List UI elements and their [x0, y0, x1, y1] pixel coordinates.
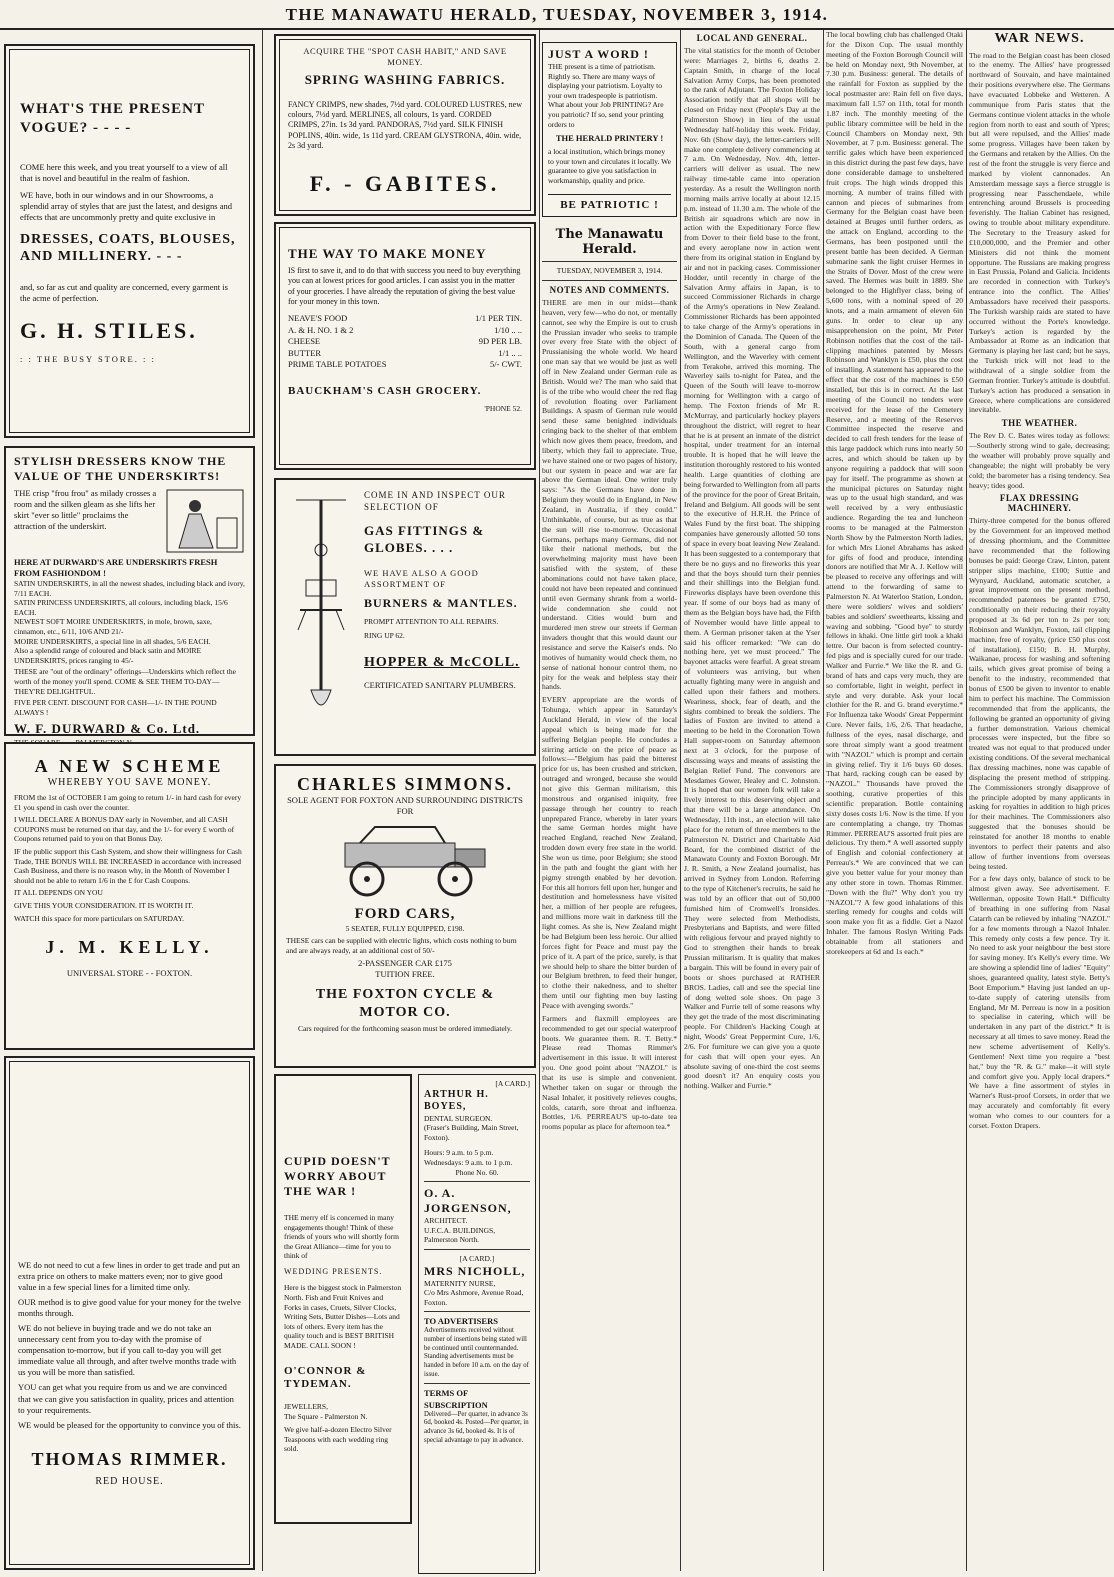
price-list: [288, 313, 522, 370]
local-general-title: LOCAL AND GENERAL.: [696, 33, 808, 43]
cupid-trade: JEWELLERS,: [284, 1402, 328, 1412]
lady-illustration: [165, 488, 245, 554]
war-news-title: WAR NEWS.: [994, 31, 1085, 46]
kelly-subtitle: WHEREBY YOU SAVE MONEY.: [47, 777, 212, 788]
column-4: [684, 30, 820, 1571]
column-5: [826, 30, 963, 1571]
bauckham-title: THE WAY TO MAKE MONEY: [288, 246, 487, 261]
column-2: [274, 30, 536, 1571]
bauckham-name: BAUCKHAM'S CASH GROCERY.: [288, 384, 482, 397]
jorgenson-address: U.F.C.A. BUILDINGS, Palmerston North.: [424, 1225, 496, 1245]
hopper-goods2: BURNERS & MANTLES.: [364, 595, 518, 610]
paper-date: TUESDAY, NOVEMBER 3, 1914.: [556, 266, 663, 276]
simmons-title: CHARLES SIMMONS.: [296, 774, 514, 794]
stiles-goods: DRESSES, COATS, BLOUSES, AND MILLINERY. - - -: [20, 231, 236, 265]
kelly-title: A NEW SCHEME: [34, 756, 225, 776]
nicholl-title: MATERNITY NURSE,: [424, 1278, 496, 1288]
stiles-advert: [4, 44, 255, 438]
price-value: 5/- CWT.: [490, 359, 522, 370]
rimmer-name: THOMAS RIMMER.: [31, 1448, 228, 1469]
stiles-body: WE have, both in our windows and in our Showrooms, a splendid array of styles that are just the latest, and designs and effects that are uncommonly pretty and quite exclusive in: [20, 189, 232, 222]
flax-title: FLAX DRESSING MACHINERY.: [999, 493, 1080, 514]
durward-line6: THESE are "out of the ordinary" offerings—Underskirts which reflect the worth of the money you'll spend. COME & SEE THEM TO-DAY—THEY'RE DELIGHTFUL.: [14, 667, 236, 696]
herald-printery: THE HERALD PRINTERY !: [555, 133, 664, 144]
durward-advert: [4, 446, 255, 736]
durward-name: W. F. DURWARD & Co. Ltd.: [14, 721, 201, 737]
subscription-body: Delivered—Per quarter, in advance 3s 6d, booked 4s. Posted—Per quarter, in advance 3s 6d, booked 4s. It is of special advantage to pay in advance.: [424, 1410, 529, 1444]
notes-title: NOTES AND COMMENTS.: [549, 284, 670, 295]
cupid-title: CUPID DOESN'T WORRY ABOUT THE WAR !: [284, 1154, 391, 1198]
simmons-product: FORD CARS,: [354, 905, 456, 922]
cupid-body: THE merry elf is concerned in many engagements though! Think of these friends of yours who will shortly form the Great Alliance—time for you to think of: [284, 1213, 399, 1261]
boyes-hours: Hours: 9 a.m. to 5 p.m. Wednesdays: 9 a.m. to 1 p.m.: [424, 1148, 513, 1167]
cards-block: [418, 1074, 536, 1574]
local-general-body: The vital statistics for the month of October were: Marriages 2, births 6, deaths 2. Captain Smith, in charge of the local Salvation Army Corps, has been promoted to the rank of Adjutant. The Foxton Holiday Association notify that all shops will be closed on Friday next (People's Day at the Palmerston Show) in lieu of the usual Wednesday half-holiday this week. Friday, Nov. 6th (Show day), the letter-carriers will make one complete delivery commencing at 7 a.m. On Wednesday, Nov. 4th, letter-carriers will deliver as usual. The new railway time-table came into operation yesterday. As a result the Wellington north morning mails arrive locally at about 12.15 p.m. instead of 11.30 a.m. The whole of the British air squadrons which are now in action with the Expeditionary Force flew from Dover to their field base to the front, and every aeroplane now in action went there from its original station in England by air and not in packing cases. Commissioner Hodder, until recently in charge of the Salvation Army affairs in Japan, is to succeed Commissioner Richards in charge of the Army's operations in New Zealand. Commissioner Richards has been appointed to take charge of the Army's operations in the Dominion of Canada. The Queen of the South, with a general cargo from Wellington, and the Waverley with cement from Terakohe, arrived this morning. The Waverley sails to-night for Patea, and the Queen of the South will leave to-morrow morning for Wellington with a cargo of hemp. The Foxton friends of Mr R. McMurray, and particularly hockey players throughout the district, will regret to hear that he is at present an inmate of the district hospital, under treatment for an internal trouble. It is hoped that he will leave the institution thoroughly restored to his wonted health. Large quantities of clothing are being forwarded to Wellington from all parts of the province for the poor of Great Britain, Ireland and Belgium. All goods will be sent to the executive of H.R.H. the Prince of Wales Fund by the first boat. The shipping companies have generously allotted 50 tons of space in every boat leaving New Zealand. It has been suggested to a contemporary that there be no guys and no fireworks this year and that the boys should turn their pennies and their shillings into the Belgian fund. Fireworks displays have been overdone this year. If some of our boys had as many of them as the Belgian boys have had, the Fifth of November would have little appeal to them. A German prisoner taken at the Yser said his officer remarked: "We can do nothing here, yet we must proceed." The bayonet attacks were fearful. A great stream of volunteers was arriving, but when actually fighting many were in anguish and called upon their fathers and mothers. Weariness, shock, fear of death, and the sights combined to break the soldiers. The ladies of Foxton are invited to attend a meeting to be held in the Coronation Town Hall supper-room on Saturday afternoon next at 3 o'clock, for the purpose of discussing ways and means of assisting the Belgian Relief Fund. The convenors are Mesdames Gower, Healey and C. Johnston. It is hoped that our women folk will take a lively interest to this deserving object and that there will be a large attendance. On Wednesday, 11th inst., an election will take place for the return of three members to the Palmerston N. District and Charitable Aid Board, for the combined district of the Manawatu County and Foxton Borough. Mr J. R. Smith, a New Zealand journalist, has arrived in Sydney from London. Referring to the type of Kitchener's recruits, he said he was told by an officer that out of 50,000 furnished him of Cromwell's Ironsides. They were selected from Methodists, Presbyterians and Baptists, and were filled with religious fervour and prayed nightly to God to strengthen their hands to break Prussian militarism. It is quality that makes a bargain. This will be found in every pair of boots or shoes purchased at RATHER BROS. Ladies, call and see the special line of dong welted sole shoes. On page 3 Walker and Furrie tell of some reasons why they get the trade of the most discriminating people. For Children's Hacking Cough at night, Woods' Great Peppermint Cure, 1/6, 2/6. For furniture we can give you a quote for cash that will open your eyes. An absolute saving of one-third the cost seems good doesn't it? An enquiry costs you nothing. Walker and Furrie.*: [684, 46, 820, 1091]
hopper-tagline: CERTIFICATED SANITARY PLUMBERS.: [364, 679, 516, 690]
rimmer-p4: YOU can get what you require from us and we are convinced that we can give you satisfaction in quality, prices and attention to your requirements.: [18, 1382, 234, 1415]
column3-tail: Farmers and flaxmill employees are recommended to get our special waterproof boots. We guarantee them. R. T. Betty.* Please read Thomas Rimmer's advertisement in this issue. It will interest you. One good point about "NAZOL" is that its use is simple and convenient. Whether taken on sugar or through the Nasal Inhaler, it positively relieves coughs, colds, catarrh, sore throat and influenza. Bottles, 1/6. PERREAU'S up-to-date tea rooms popular as place for afternoon tea.*: [542, 1013, 677, 1132]
rimmer-advert: [4, 1056, 255, 1570]
durward-discount: FIVE PER CENT. DISCOUNT FOR CASH—1/- IN THE POUND ALWAYS !: [14, 698, 217, 717]
kelly-p1: FROM the 1st of OCTOBER I am going to return 1/- in hard cash for every £1 you spend in cash over the counter.: [14, 793, 242, 812]
durward-intro: THE crisp "frou frou" as milady crosses a room and the silken gleam as she lifts her skirt "ever so little" proclaims the attraction of the underskirt.: [14, 488, 157, 532]
gabites-body: FANCY CRIMPS, new shades, 7½d yard. COLOURED LUSTRES, new colours, 7½d yard. MERLINES, all colours, 1s yard. CORDED CRIMPS, 27in. 1s 3d yard. PANDORAS, 7½d yard. SILK FINISH POPLINS, 40in. wide, 1s 11d yard. CREAM GLYSTRONA, 40in. wide, 2s 3d yard.: [288, 100, 522, 150]
price-row: [288, 325, 522, 336]
paper-title: The Manawatu Herald.: [555, 227, 664, 258]
price-value: 1/10 .. ..: [494, 324, 522, 335]
just-word-body: THE present is a time of patriotism. Rightly so. There are many ways of displaying your patriotism. Loyalty to your own tradespeople is patriotism. What about your Job PRINTING? Are you patriotic? If so, send your printing orders to: [548, 62, 664, 129]
kelly-p4: IT ALL DEPENDS ON YOU: [14, 888, 103, 898]
hopper-name: HOPPER & McCOLL.: [364, 655, 520, 671]
simmons-tuition: TUITION FREE.: [375, 969, 435, 980]
cupid-advert: [274, 1074, 412, 1524]
be-patriotic: BE PATRIOTIC !: [548, 194, 671, 213]
cupid-body2: Here is the biggest stock in Palmerston North. Fish and Fruit Knives and Forks in cases, Cruets, Silver Clocks, Writing Sets, Butter Dishes—Lots and lots of others. Every item has the quality touch and is BEST BRITISH MADE. CALL SOON !: [284, 1283, 402, 1350]
column-1: [4, 30, 255, 1571]
price-item: NEAVE'S FOOD: [288, 313, 348, 324]
durward-headline: HERE AT DURWARD'S ARE UNDERSKIRTS FRESH FROM FASHIONDOM !: [14, 557, 218, 579]
column5-body: The local bowling club has challenged Otaki for the Dixon Cup. The usual monthly meeting of the Foxton Borough Council will be held on Monday next, 9th November, at 7.30 p.m. Business: general. The details of the rainfall for Foxton as supplied by the local postmaster are: Rain fell on five days, maximum fall 1.57 on 11th, total for month 1.87 inch. The monthly meeting of the public library committee will be held in the Council Chambers on Monday next, 9th November, at 7 p.m. Business: general. The terrific gales which have been experienced in this district during the past few days, have done considerable damage to unsheltered fruit crops. The high winds dropped this morning. A number of trains filled with cannon and pieces of submarines from Germany for the Belgian coast have been detained at Bruges until further orders, as the attack on England, according to the Germans, has been postponed until the present battle has been decided. A German submarine sank the light cruiser Hermes in the Straits of Dover. Most of the crew were saved. The Hermes was built in 1889. She belonged to the Highflyer class, being of 5,600 tons, with a nominal speed of 20 knots, and a main armament of eleven 6in guns. In order to clear up any misapprehension on the point, Mr Peter Robinson notifies that the cost of the tail-clipping machines patented by Messrs Robinson and Wanklyn is £50, plus the cost of installing. A statement has appeared to the effect that the cost of the machines is £50 installed, but this is in correct. At the last meeting of the Council no tenders were received for the lease of the Cemetery Reserve, and a meeting of the Reserves Committee inspected the reserve and decided to call fresh tenders for the lease of this large paddock which runs into nearly 50 acres, and which should be taken up by anyone requiring a paddock that will soon pay for itself. The programme as shown at the municipal pictures on Saturday night was up to the usual high standard, and was well received by a very enthusiastic audience. Regarding the tea and luncheon rooms to be managed at the Palmerston North Show by the Palmerston North ladies, for which Mrs Lionel Abrahams has asked for gifts of food and produce, intending donors are notified that Mr A. J. Kellow will be pleased to receive any offerings and will attend to the forwarding of same to Palmerston N. At Waterloo Station, London, there were soldiers' wives and soldiers' babies and soldiers' sweethearts, kissing and waving and sobbing. "Good bye" to sturdy fellows in khaki. One little girl took a khaki lettre. Our bacon is from selected country-fed pigs and is specially cured for our trade. Walker and Furrie.* We like the R. and G. brand of hats and caps very much, they are so comfortable, light in weight, perfect in style and very durable. Ask your local clothier for the R. and G. brand everytime.* For Influenza take Woods' Great Peppermint Cure. Never fails, 1/6, 2/6. That headache, fullness of the eyes, nasal discharge, and sore throat simply want a good treatment with "NAZOL" which is prompt and certain in giving relief. Try it 1/6 buys 60 doses. That hard, racking cough can be eased by "NAZOL." Thousands have proved the soothing, curative properties of this scientific preparation. Bottle containing sixty doses costs 1/6. Now is the time. If you are contemplating a change, try Thomas Rimmer. PERREAU'S assorted fruit pies are delicious. Try them.* A well assorted supply of English and colonial confectionery at Perreau's.* We are convinced that we can give you better value for your money than any other store in town. Thomas Rimmer. "Down with the flu?" Why don't you try "NAZOL"? A few good inhalations of this sterling remedy for coughs and colds will soon make you fit as a fiddle. Get a Nazol Inhaler. The famous Roslyn Writing Pads obtainable from all stationers and storekeepers at 6d and 1s each.*: [826, 30, 963, 956]
boyes-address: (Fraser's Building, Main Street, Foxton).: [424, 1123, 519, 1142]
jorgenson-name: O. A. JORGENSON,: [424, 1186, 512, 1216]
stiles-intro: COME here this week, and you treat yourself to a view of all that is novel and beautiful in the realm of fashion.: [20, 161, 228, 183]
durward-line2: SATIN PRINCESS UNDERSKIRTS, all colours, including black, 15/6 EACH.: [14, 598, 228, 617]
cupid-name: O'CONNOR & TYDEMAN.: [284, 1364, 367, 1391]
kelly-p6: WATCH this space for more particulars on SATURDAY.: [14, 913, 184, 923]
simmons-advert: [274, 764, 536, 1068]
kelly-address: UNIVERSAL STORE - - FOXTON.: [66, 968, 193, 979]
rimmer-address: RED HOUSE.: [95, 1475, 164, 1487]
kelly-name: J. M. KELLY.: [45, 937, 214, 958]
rimmer-p2: OUR method is to give good value for your money for the twelve months through.: [18, 1297, 241, 1319]
boyes-phone: Phone No. 60.: [455, 1167, 499, 1177]
durward-line1: SATIN UNDERSKIRTS, in all the newest shades, including black and ivory, 7/11 EACH.: [14, 579, 245, 598]
advertisers-title: TO ADVERTISERS: [424, 1316, 498, 1327]
price-value: 9D PER LB.: [478, 336, 522, 347]
card-label-nicholl: [A CARD.]: [459, 1253, 495, 1263]
price-value: 1/1 .. ..: [498, 347, 522, 358]
hopper-attention: PROMPT ATTENTION TO ALL REPAIRS.: [364, 616, 499, 626]
rimmer-p5: WE would be pleased for the opportunity to convince you of this.: [18, 1419, 241, 1430]
gabites-advert: [274, 34, 536, 216]
price-row: [288, 313, 522, 324]
hopper-goods: GAS FITTINGS & GLOBES. . . .: [364, 523, 485, 555]
simmons-seater: 5 SEATER, FULLY EQUIPPED, £198.: [345, 923, 465, 933]
boyes-title: DENTAL SURGEON.: [424, 1113, 493, 1123]
bauckham-body: IS first to save it, and to do that with success you need to buy everything you can at lowest prices for good articles. I can assist you in the matter of your groceries. I have already the reputation of giving the best value for your money in this town.: [288, 266, 521, 306]
kelly-p5: GIVE THIS YOUR CONSIDERATION. IT IS WORTH IT.: [14, 900, 194, 910]
durward-title: STYLISH DRESSERS KNOW THE VALUE OF THE UNDERSKIRTS!: [14, 454, 227, 483]
stiles-footer: and, so far as cut and quality are concerned, every garment is the acme of perfection.: [20, 281, 228, 303]
flax-body: Thirty-three competed for the bonus offered by the Government for an improved method of dressing phormium, and the Committee have recommended that the following bonuses be paid: George Craw, Linton, patent stripper slips machine, £100; Suttie and Wynyard, Auckland, automatic scutcher, a great improvement on the present method, recommended patentees be granted £750, conditionally on their reducing their royalty proposed at 3s 6d per ton to 2s per ton; Robinson and Wanklyn, Foxton, tail clipping machine, free of royalty, (price £50 plus cost of installation), £150; B. H. Murphy, Waikanae, process for washing and softening tails, which gives great promise of being a benefit to the industry, recommended that bonus of £500 be given to inventor to enable him to perfect his machine. The Commission recommended that from the applicants, the following be granted an opportunity of giving a further demonstration. Various chemical processes were inspected, but the fibre so treated was not equal to that produced under existing conditions. Of the several mechanical flax dressing machines, none was capable of displacing the present method of stripping. The Commissioners strongly disapprove of the principle adopted by many applicants in asking for royalties in addition to high prices for their machines. The Commissioners also suggested that the bonuses should be reinstated for another 18 months to enable inventors to perfect their patents and also allow of further inventions from overseas being tested.: [969, 516, 1110, 871]
simmons-footer: Cars required for the forthcoming season must be ordered immediately.: [297, 1024, 513, 1034]
hopper-advert: [274, 478, 536, 756]
simmons-body: THESE cars can be supplied with electric lights, which costs nothing to burn and are always ready, at an additional cost of 50/-: [286, 936, 517, 955]
simmons-passenger: 2-PASSENGER CAR £175: [358, 958, 452, 969]
hopper-ring: RING UP 62.: [364, 630, 405, 640]
notes-body-2: EVERY appropriate are the words of Tohunga, which appear in Saturday's Auckland Herald, in view of the local appeal which is being made for the suffering Belgian people. He concludes a stirring article on the price of peace as follows:—"Belgium has paid the bitterest price for us, has been crushed and stricken, outraged and wronged, because she would not give this German militarism, this monstrous and organised iniquity, free passage through her country to reach unprepared France, whereby in later years the same German hordes might have reached England, reached New Zealand, trodden down every free state in the world. She won us time, poor Belgium; she stood in the path and fought the giant with her pigmy strength enabled by her devotion. For this all horrors fell upon her, hunger and destitution and homelessness have visited her, a million of her people are refugees, and millions more wait in darkness till the light comes. As she is, New Zealand might be had Belgium been less heroic. Our allied forces fight for Peace and must pay the price of it. A part of the price, surely, is that we should help to share the bitter burden of our Belgium brethren, to feed their hunger, to clothe their nakedness, and to shelter them until our fighting men buy lasting Peace with avenging swords.": [542, 695, 677, 1010]
stiles-title: WHAT'S THE PRESENT VOGUE? - - - -: [20, 101, 205, 136]
durward-line3: NEWEST SOFT MOIRE UNDERSKIRTS, in mole, brown, saxe, cinnamon, etc., 6/11, 10/6 AND 21/-: [14, 617, 212, 637]
printery-body: a local institution, which brings money to your town and circulates it locally. We guarantee to give you satisfaction in workmanship, quality and price.: [548, 147, 671, 185]
gabites-line1: ACQUIRE THE "SPOT CASH HABIT," AND SAVE MONEY.: [303, 46, 507, 67]
price-row: [288, 348, 522, 359]
cupid-footer: We give half-a-dozen Electro Silver Teaspoons with each wedding ring sold.: [284, 1425, 392, 1454]
bauckham-phone: 'PHONE 52.: [484, 404, 522, 414]
price-row: [288, 359, 522, 370]
durward-line4: MOIRE UNDERSKIRTS, a special line in all shades, 5/6 EACH.: [14, 636, 211, 646]
gas-fitting-illustration: [286, 490, 356, 740]
bauckham-advert: [274, 222, 536, 470]
column6-tail: For a few days only, balance of stock to be almost given away. See advertisement. F. Wellerman, opposite Town Hall.* Difficulty of breathing in one suffering from Nasal Catarrh can be relieved by inhaling "NAZOL" for a few moments through a Nazol Inhaler. This remedy only costs a few pence. Try it. No need to ask your neighbour the best store for saving money. It's Kelly's every time. We are showing a splendid line of ladies' "Equity" shoes, guaranteed quality, latest style. Betty's Boot Emporium.* Having just landed an up-to-date supply of catering utensils from England, Mr M. Perreau is now in a position to specialise in catering, which will be undertaken in any part of the district.* It is necessary at all times to save money. Read the new scheme advertisement of Kelly's. Gentlemen! Next time you require a "best hat," buy the "R. & G." make—it will style and comfort give you. Apply local drapers.* We have a fine assortment of styles in Warner's Rust-proof Corsets, in order that we may accurately and comfortably fit every woman who comes to our counters for a corset. Foxton Drapers.: [969, 874, 1110, 1130]
column-3: [542, 30, 677, 1571]
price-value: 1/1 PER TIN.: [475, 313, 522, 324]
rimmer-p3: WE do not believe in buying trade and we do not take an unnecessary cent from you to-day with the promise of compensation to-morrow, but if you call to-day you will get immediate value all through, and after twelve months trade with us you will be more than satisfied.: [18, 1323, 237, 1378]
war-news-body: The road to the Belgian coast has been closed to the enemy. The Allies' have progressed northward of Souvain, and have maintained their positions everywhere else. The Germans have evacuated Lobbeke and Wetteren. A communique from Paris states that the Germans continue violent attacks in the whole region from north to east and south of Ypres; but all were repulsed, and the Allies' made some progress. Villages have been taken by the Germans and retaken by the Allies. On the rest of the front the struggle is very fierce and marked by violent cannonades. An Amsterdam message says a fierce struggle is progressing near Passchendaele, while entrenching around Brussels is proceeding feverishly. The Italian Cabinet has resigned, owing to trouble about military expenditure. The Secretary to the Treasury asked for £10,000,000, and the Premier and other Ministers did not think the moment opportune. The Russians are making progress in East Prussia, Poland and Galicia. Incidents are recorded in connection with Turkey's entrance into the conflict. The Allies' Ambassadors have received their passports. The Turkish warship raids are stated to have occurred without the Porte's knowledge. Turkey's action is regarded by the Ambassador at Rome as an indication that Germany is playing her last card; but he says, the Turkish trick will not lead to the withdrawal of a single soldier from the German frontier. Turkey's attitude is doubtful. Turkey's action has produced a sensation in Greece, where complications are considered inevitable.: [969, 50, 1110, 415]
column-6: [969, 30, 1110, 1571]
hopper-title: COME IN AND INSPECT OUR SELECTION OF: [364, 490, 506, 512]
stiles-name: G. H. STILES.: [20, 317, 198, 343]
nicholl-name: MRS NICHOLL,: [424, 1263, 526, 1278]
nicholl-address: C/o Mrs Ashmore, Avenue Road, Foxton.: [424, 1288, 524, 1307]
cupid-sub: WEDDING PRESENTS.: [284, 1266, 383, 1276]
masthead: THE MANAWATU HERALD, TUESDAY, NOVEMBER 3, 1914.: [0, 2, 1114, 30]
jorgenson-title: ARCHITECT.: [424, 1216, 468, 1226]
hopper-body: WE HAVE ALSO A GOOD ASSORTMENT OF: [364, 567, 479, 589]
just-word-title: JUST A WORD !: [548, 47, 649, 61]
gabites-name: F. - GABITES.: [309, 171, 501, 197]
subscription-title: TERMS OF SUBSCRIPTION: [424, 1388, 488, 1410]
durward-line5: Also a splendid range of coloured and black satin and MOIRE UNDERSKIRTS, prices ranging to 45/-: [14, 646, 202, 665]
card-label-boyes: [A CARD.]: [495, 1079, 530, 1088]
kelly-advert: [4, 742, 255, 1050]
advertisers-body: Advertisements received without number of insertions being stated will be continued until countermanded. Standing advertisements must be handed in before 10 a.m. on the day of issue.: [424, 1327, 529, 1378]
price-item: A. & H. NO. 1 & 2: [288, 324, 354, 335]
kelly-p2: I WILL DECLARE A BONUS DAY early in November, and all CASH COUPONS must be returned on that day, and the 1/- for every £ worth of Coupons returned paid to you on that Bonus Day.: [14, 815, 235, 844]
simmons-name: THE FOXTON CYCLE & MOTOR CO.: [315, 987, 495, 1020]
price-item: BUTTER: [288, 347, 322, 358]
weather-title: THE WEATHER.: [1001, 418, 1078, 429]
simmons-subtitle: SOLE AGENT FOR FOXTON AND SURROUNDING DISTRICTS FOR: [287, 795, 523, 816]
notes-body: THERE are men in our midst—thank heaven, very few—who do not, or mentally cannot, see why the Empire is out to crush the Prussian invader who seeks to trample over every free State with the object of Prussianising the whole world. We heard one man say that we would be just as well off in New Zealand under German rule as British. Would we? The man who said that is of the tribe who would cheer the red flag of revolution floating over Parliament Buildings. A spasm of German rule would send these same benighted individuals cringing back to the shelter of that emblem which now gives them peace, freedom, and liberty, which they fail to appreciate. True, we have stained one or two pages of history, but our system in peace and war are far above the German ideal. One writer truly says: "As the Germans have done in Belgium they would do in England, in New Zealand, in Australia, if they could." Unthinkable, of course, but as true as that the sun will rise to-morrow. Occasional Germans, perhaps many Germans, did not like their national methods, but the overwhelming majority must have been satisfied with the system, of these abominations could not have taken place, could not have been repeated and continued until even Germany shrank from a world-wide condemnation she could not understand. Cities would burn and murdered men strew our streets if German invaders thought that this would daunt our resistance and serve the Kaiser's ends. No motives of humanity would check them, no sense of national honour control them, no pity for the weak and helpless stay their hands.: [542, 297, 677, 692]
kelly-p3: IF the public support this Cash System, and show their willingness for Cash Trade, THE BONUS WILL BE INCREASED in accordance with increased Cash Business, and there is no reason why, in the Month of November I should not be able to return 1/6 in the £ for Cash Coupons.: [14, 846, 242, 885]
just-a-word-advert: [542, 42, 677, 217]
ford-car-illustration: [305, 821, 505, 901]
price-item: PRIME TABLE POTATOES: [288, 359, 387, 370]
stiles-tagline: : : THE BUSY STORE. : :: [20, 353, 156, 364]
weather-body: The Rev D. C. Bates wires today as follows:—Southerly strong wind to gale, decreasing; the weather will probably prove squally and changeable; the night will probably be very cold; the barometer has a rising tendency. Sea heavy; tides good.: [969, 431, 1110, 490]
cupid-address: The Square - Palmerston N.: [284, 1411, 368, 1421]
price-row: [288, 336, 522, 347]
gabites-title: SPRING WASHING FABRICS.: [304, 71, 506, 87]
rimmer-p1: WE do not need to cut a few lines in order to get trade and put an extra price on others to make matters even; nor to give good value in a few special lines for a limited time only.: [18, 1260, 240, 1293]
price-item: CHEESE: [288, 336, 321, 347]
boyes-name: ARTHUR H. BOYES,: [424, 1088, 489, 1113]
